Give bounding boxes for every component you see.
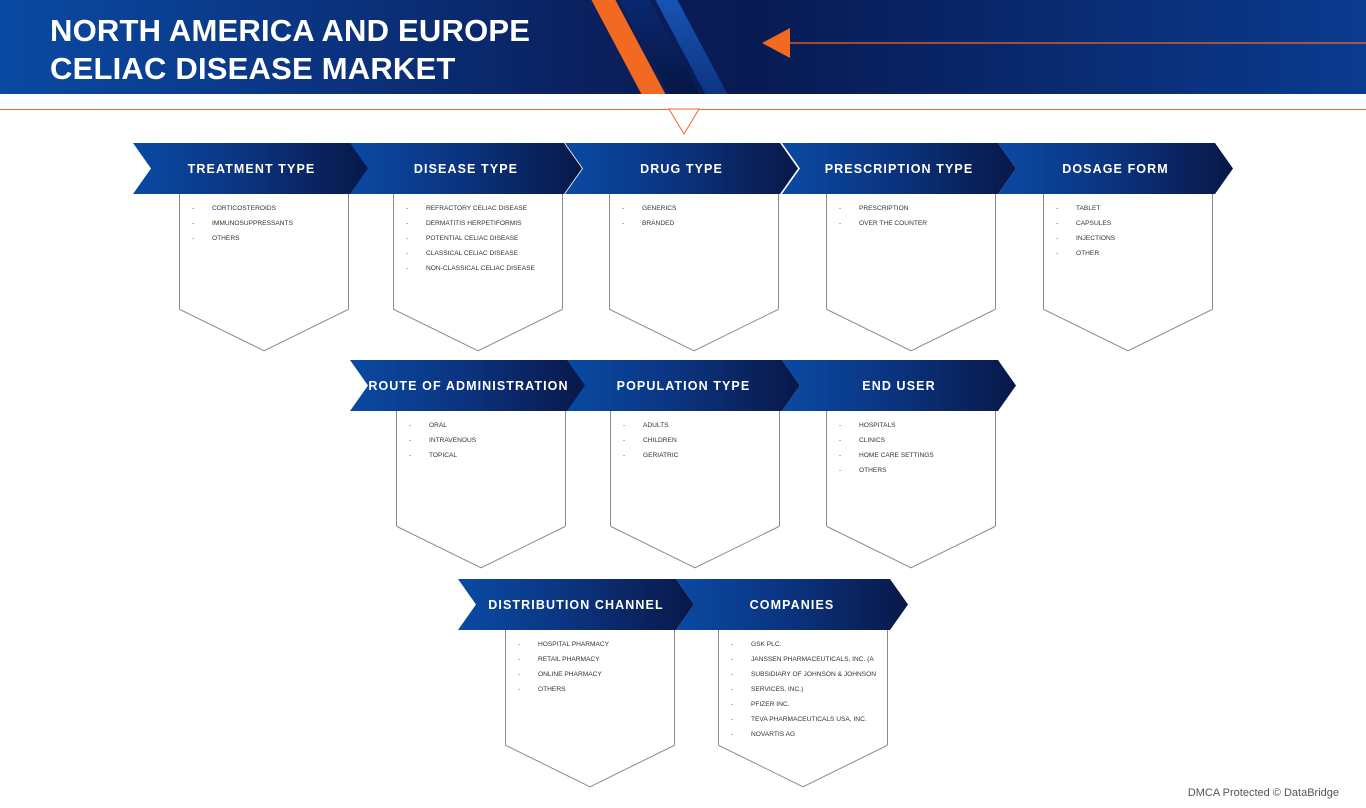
list-item: - GERIATRIC <box>623 448 779 463</box>
companies-list <box>719 629 887 757</box>
segment-title: COMPANIES <box>749 597 835 612</box>
population-type-header <box>567 360 800 411</box>
prescription-type-card <box>826 193 996 309</box>
dosage-form-card <box>1043 193 1213 309</box>
treatment-type-list <box>180 193 348 246</box>
header-banner <box>0 0 1366 94</box>
list-item: - TOPICAL <box>409 448 565 463</box>
card-pointer <box>396 526 566 570</box>
prescription-type-header <box>782 143 1016 194</box>
list-item: - ORAL <box>409 418 565 433</box>
segment-title: END USER <box>862 378 936 393</box>
distribution-channel-card <box>505 629 675 745</box>
list-item: - REFRACTORY CELIAC DISEASE <box>406 201 562 216</box>
list-item: - OVER THE COUNTER <box>839 216 995 231</box>
companies-header <box>676 579 908 630</box>
card-pointer <box>393 309 563 353</box>
list-item: - OTHERS <box>839 463 995 478</box>
list-item: - SUBSIDIARY OF JOHNSON & JOHNSON <box>731 667 887 682</box>
end-user-card <box>826 410 996 526</box>
list-item: - CLINICS <box>839 433 995 448</box>
route-of-administration-header <box>350 360 587 411</box>
list-item: - ONLINE PHARMACY <box>518 667 674 682</box>
drug-type-card <box>609 193 779 309</box>
route-of-administration-card <box>396 410 566 526</box>
list-item: - TABLET <box>1056 201 1212 216</box>
list-item: - PFIZER INC. <box>731 697 887 712</box>
list-item: - NOVARTIS AG <box>731 727 887 742</box>
left-arrow-icon <box>760 26 1366 62</box>
list-item: - BRANDED <box>622 216 778 231</box>
card-pointer <box>179 309 349 353</box>
list-item: - HOSPITALS <box>839 418 995 433</box>
card-pointer <box>826 309 996 353</box>
segment-title: DOSAGE FORM <box>1062 161 1169 176</box>
list-item: - DERMATITIS HERPETIFORMIS <box>406 216 562 231</box>
list-item: - HOSPITAL PHARMACY <box>518 637 674 652</box>
list-item: - ADULTS <box>623 418 779 433</box>
dosage-form-list <box>1044 193 1212 261</box>
end-user-header <box>782 360 1016 411</box>
list-item: - OTHERS <box>192 231 348 246</box>
title-line-2: CELIAC DISEASE MARKET <box>50 51 456 86</box>
segment-title: DISEASE TYPE <box>413 161 519 176</box>
end-user-list <box>827 410 995 478</box>
card-pointer <box>826 526 996 570</box>
segment-title: POPULATION TYPE <box>616 378 751 393</box>
card-pointer <box>505 745 675 789</box>
list-item: - GENERICS <box>622 201 778 216</box>
population-type-list <box>611 410 779 463</box>
distribution-channel-list <box>506 629 674 697</box>
list-item: - TEVA PHARMACEUTICALS USA, INC. <box>731 712 887 727</box>
dosage-form-header <box>998 143 1233 194</box>
list-item: - SERVICES, INC.) <box>731 682 887 697</box>
companies-card <box>718 629 888 745</box>
footer-credit: DMCA Protected © DataBridge <box>1187 787 1339 799</box>
title-line-1: NORTH AMERICA AND EUROPE <box>50 13 531 48</box>
route-of-administration-list <box>397 410 565 463</box>
list-item: - NON-CLASSICAL CELIAC DISEASE <box>406 261 562 276</box>
list-item: - JANSSEN PHARMACEUTICALS, INC. (A <box>731 652 887 667</box>
chevron-down-icon <box>668 108 700 136</box>
segment-title: DRUG TYPE <box>640 161 723 176</box>
list-item: - INTRAVENOUS <box>409 433 565 448</box>
segment-title: PRESCRIPTION TYPE <box>824 161 974 176</box>
population-type-card <box>610 410 780 526</box>
list-item: - CHILDREN <box>623 433 779 448</box>
list-item: - RETAIL PHARMACY <box>518 652 674 667</box>
card-pointer <box>610 526 780 570</box>
disease-type-list <box>394 193 562 276</box>
page-title <box>50 12 530 88</box>
list-item: - CAPSULES <box>1056 216 1212 231</box>
drug-type-list <box>610 193 778 231</box>
list-item: - GSK PLC. <box>731 637 887 652</box>
distribution-channel-header <box>458 579 694 630</box>
segment-title: DISTRIBUTION CHANNEL <box>488 597 664 612</box>
segment-title: TREATMENT TYPE <box>187 161 316 176</box>
list-item: - HOME CARE SETTINGS <box>839 448 995 463</box>
list-item: - INJECTIONS <box>1056 231 1212 246</box>
list-item: - PRESCRIPTION <box>839 201 995 216</box>
card-pointer <box>718 745 888 789</box>
treatment-type-card <box>179 193 349 309</box>
list-item: - OTHERS <box>518 682 674 697</box>
list-item: - OTHER <box>1056 246 1212 261</box>
card-pointer <box>609 309 779 353</box>
list-item: - IMMUNOSUPPRESSANTS <box>192 216 348 231</box>
treatment-type-header <box>133 143 370 194</box>
list-item: - CORTICOSTEROIDS <box>192 201 348 216</box>
card-pointer <box>1043 309 1213 353</box>
segment-title: ROUTE OF ADMINISTRATION <box>368 378 569 393</box>
disease-type-card <box>393 193 563 309</box>
list-item: - CLASSICAL CELIAC DISEASE <box>406 246 562 261</box>
prescription-type-list <box>827 193 995 231</box>
drug-type-header <box>565 143 798 194</box>
list-item: - POTENTIAL CELIAC DISEASE <box>406 231 562 246</box>
disease-type-header <box>350 143 582 194</box>
